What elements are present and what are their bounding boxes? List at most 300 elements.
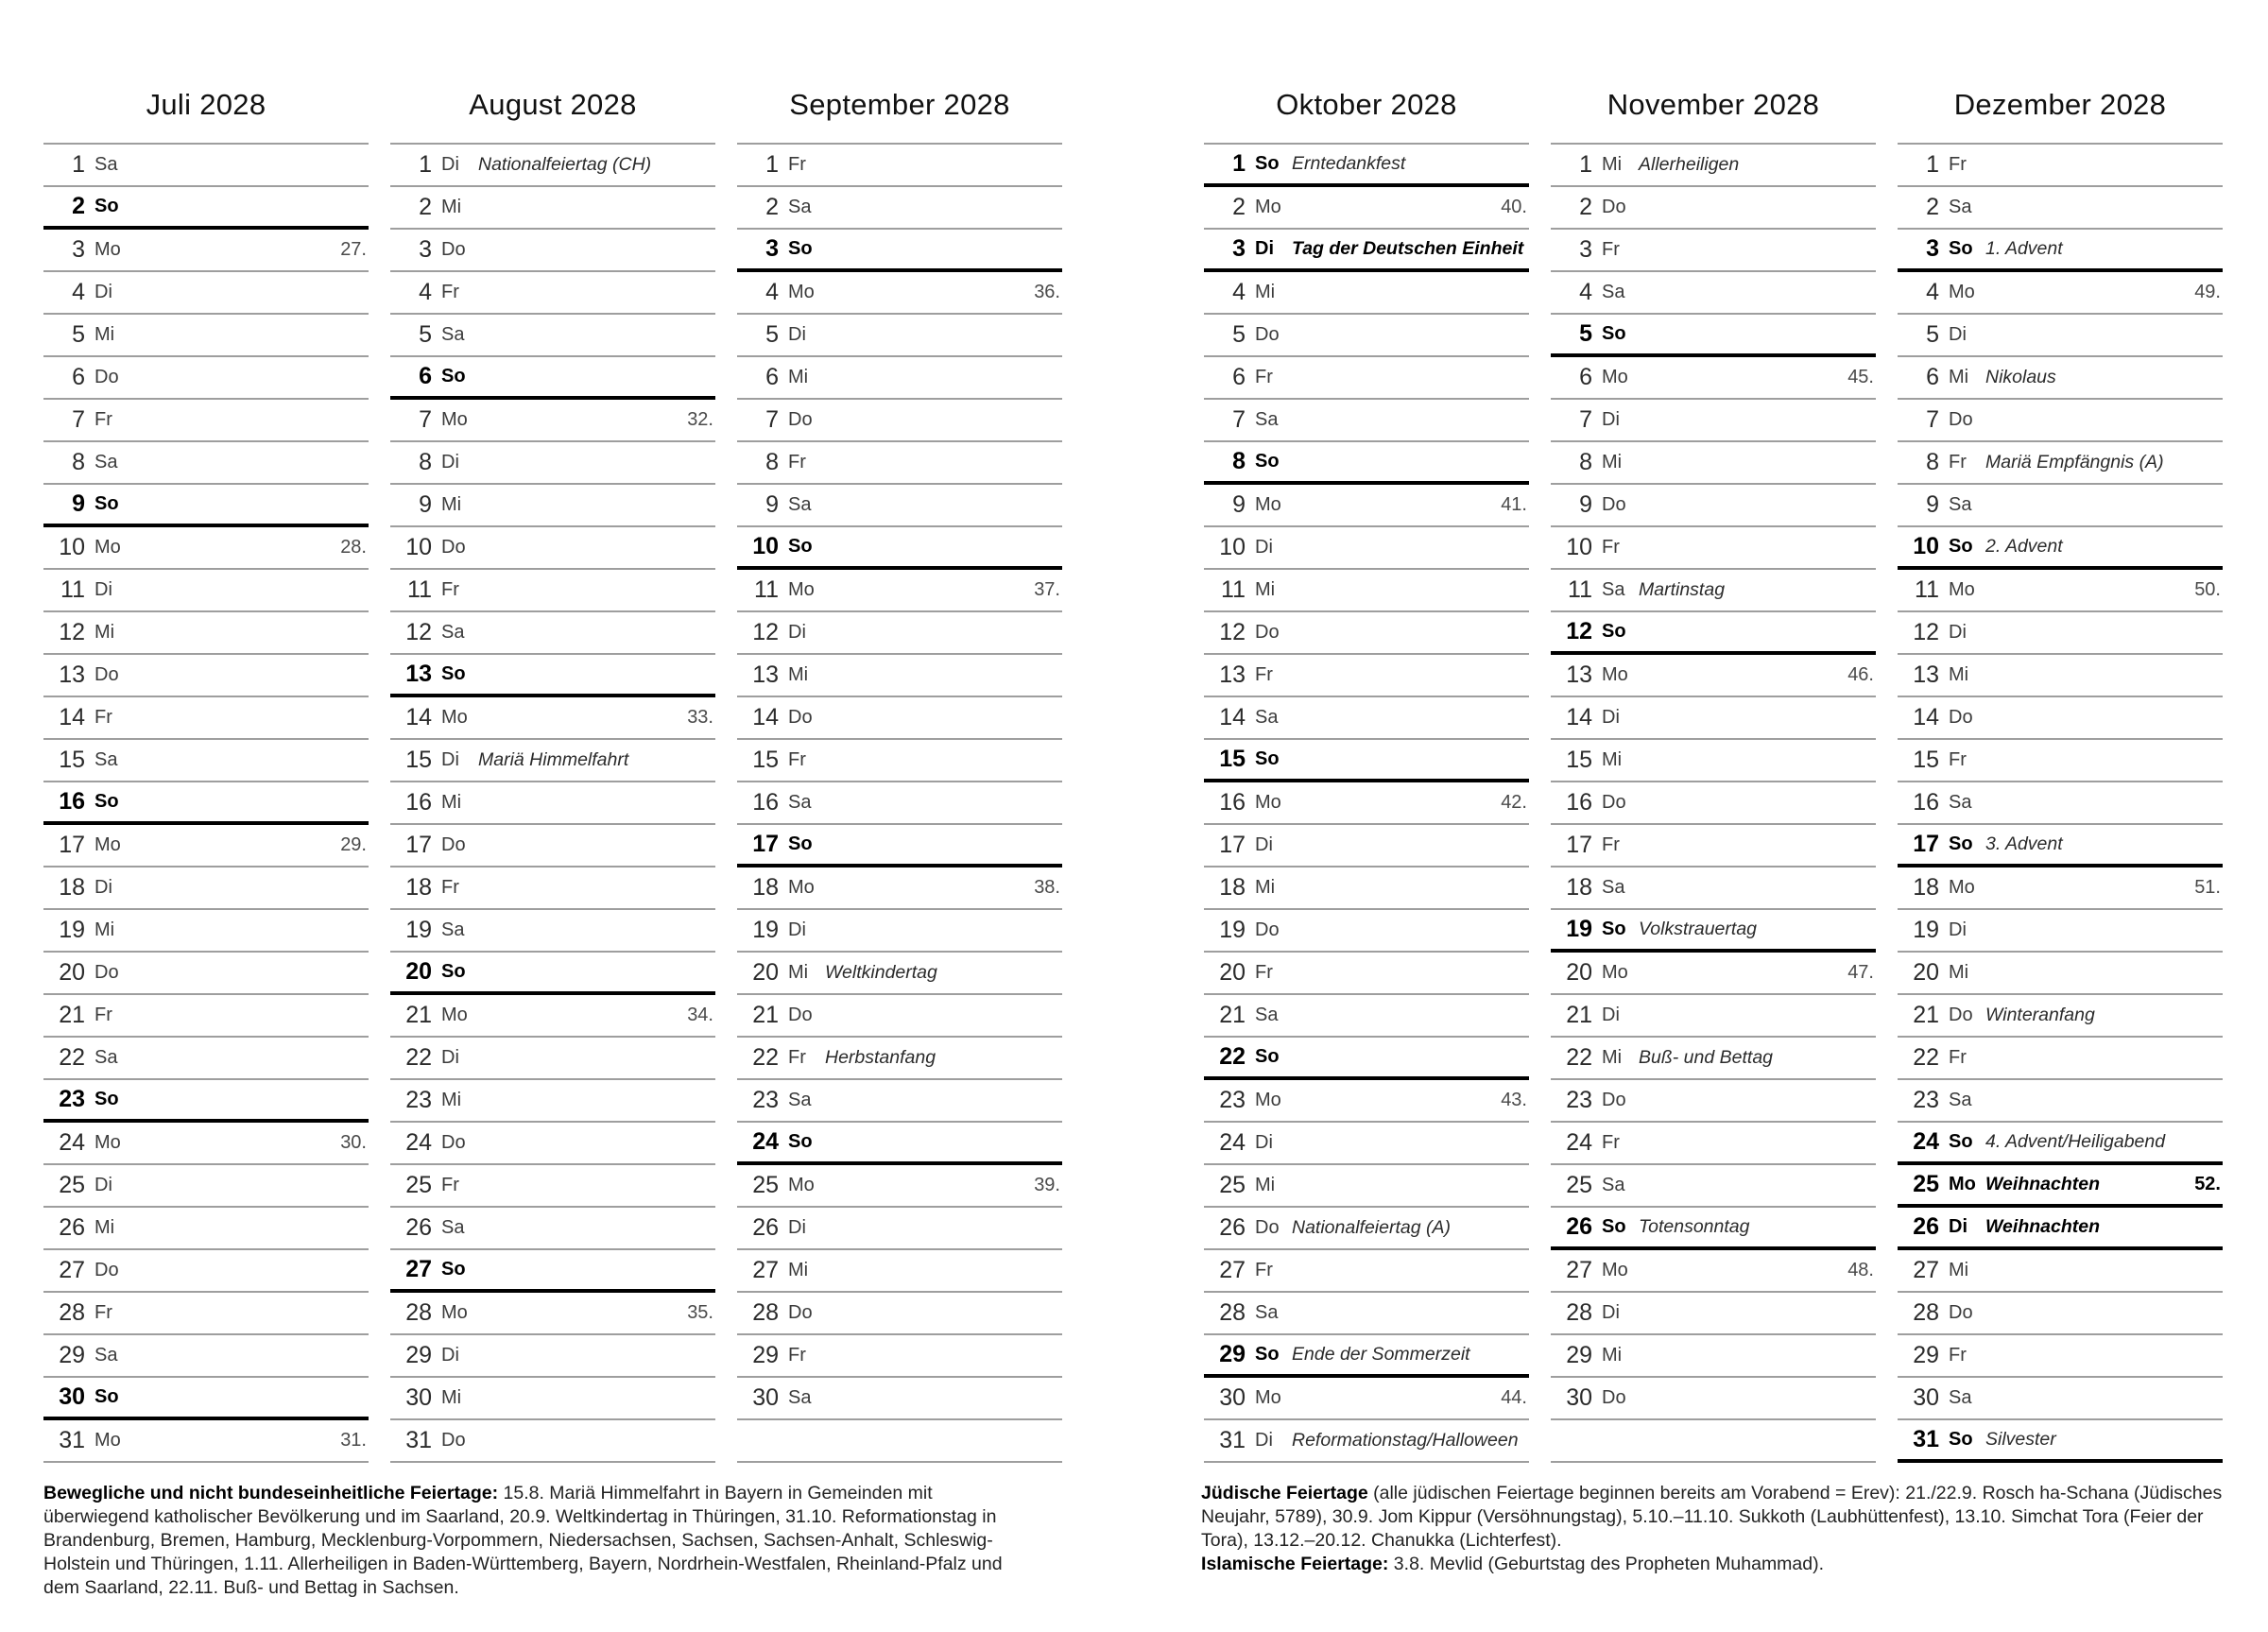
day-weekday: Fr bbox=[1949, 1047, 1967, 1068]
day-note: Weihnachten bbox=[1985, 1216, 2100, 1237]
day-weekday: Mi bbox=[1255, 579, 1276, 600]
day-row bbox=[43, 1293, 369, 1335]
week-number: 31. bbox=[340, 1430, 367, 1451]
day-row bbox=[43, 187, 369, 230]
day-number: 17 bbox=[59, 832, 85, 858]
day-weekday: Do bbox=[1602, 1090, 1626, 1110]
day-row bbox=[1204, 740, 1529, 782]
day-weekday: Mi bbox=[1949, 962, 1969, 983]
day-number: 3 bbox=[72, 236, 85, 263]
day-row bbox=[1898, 1293, 2223, 1335]
day-number: 2 bbox=[765, 194, 779, 220]
day-weekday: Do bbox=[1255, 1217, 1280, 1238]
day-note: Herbstanfang bbox=[825, 1047, 936, 1068]
day-row bbox=[43, 570, 369, 612]
day-weekday: Di bbox=[1602, 1005, 1620, 1025]
day-number: 16 bbox=[1566, 789, 1592, 816]
day-row bbox=[1204, 1378, 1529, 1420]
day-weekday: Di bbox=[1949, 919, 1967, 940]
day-row bbox=[1898, 740, 2223, 782]
day-number: 28 bbox=[1219, 1299, 1246, 1326]
day-number: 23 bbox=[405, 1087, 432, 1113]
day-row bbox=[390, 1208, 715, 1250]
day-row bbox=[1204, 485, 1529, 527]
day-row bbox=[1898, 697, 2223, 740]
day-row bbox=[43, 315, 369, 357]
day-weekday: So bbox=[1602, 323, 1626, 344]
day-weekday: Do bbox=[1602, 494, 1626, 515]
day-number: 21 bbox=[1566, 1002, 1592, 1028]
day-row bbox=[1551, 868, 1876, 910]
day-weekday: Fr bbox=[788, 154, 806, 175]
day-row bbox=[1204, 697, 1529, 740]
day-weekday: Mo bbox=[94, 537, 121, 558]
day-weekday: Mi bbox=[1255, 877, 1276, 898]
day-row bbox=[43, 1250, 369, 1293]
day-number: 10 bbox=[1913, 533, 1939, 559]
day-row bbox=[1898, 315, 2223, 357]
day-number: 8 bbox=[765, 449, 779, 475]
week-number: 51. bbox=[2194, 877, 2221, 898]
day-number: 22 bbox=[59, 1044, 85, 1071]
day-row bbox=[1204, 187, 1529, 230]
day-weekday: Sa bbox=[94, 1047, 118, 1068]
day-row bbox=[737, 485, 1062, 527]
day-row bbox=[390, 1080, 715, 1123]
day-note: Tag der Deutschen Einheit bbox=[1292, 238, 1524, 259]
day-row bbox=[1551, 1208, 1876, 1250]
month-column-juli-2028 bbox=[43, 68, 369, 1463]
day-number: 19 bbox=[405, 917, 432, 943]
day-number: 16 bbox=[405, 789, 432, 816]
day-note: Nikolaus bbox=[1985, 367, 2056, 387]
day-number: 14 bbox=[59, 704, 85, 730]
day-weekday: Do bbox=[1949, 1005, 1973, 1025]
day-row bbox=[737, 272, 1062, 315]
day-row bbox=[390, 1420, 715, 1463]
footer-jewish-paragraph bbox=[1201, 1482, 2228, 1553]
day-row bbox=[737, 868, 1062, 910]
day-weekday: Mo bbox=[94, 1132, 121, 1153]
day-weekday: Fr bbox=[788, 749, 806, 770]
month-days bbox=[1204, 145, 1529, 1463]
day-row bbox=[43, 272, 369, 315]
day-weekday: Fr bbox=[1949, 1345, 1967, 1366]
day-number: 2 bbox=[72, 193, 85, 219]
day-weekday: Di bbox=[1255, 1430, 1273, 1451]
day-row bbox=[1898, 1038, 2223, 1080]
day-weekday: So bbox=[1255, 1046, 1280, 1067]
day-weekday: Mi bbox=[94, 919, 115, 940]
day-weekday: Mi bbox=[1255, 1175, 1276, 1195]
day-weekday: Fr bbox=[1949, 452, 1967, 472]
day-row bbox=[1551, 1293, 1876, 1335]
day-number: 6 bbox=[1579, 364, 1592, 390]
day-row bbox=[1204, 1208, 1529, 1250]
day-number: 21 bbox=[752, 1002, 779, 1028]
day-row bbox=[1551, 527, 1876, 570]
day-number: 4 bbox=[1926, 279, 1939, 305]
day-number: 17 bbox=[1219, 832, 1246, 858]
day-row bbox=[43, 655, 369, 697]
day-weekday: Di bbox=[1602, 1302, 1620, 1323]
day-weekday: Fr bbox=[441, 877, 459, 898]
day-row bbox=[737, 187, 1062, 230]
day-row bbox=[390, 825, 715, 868]
day-number: 31 bbox=[1219, 1427, 1246, 1453]
day-number: 30 bbox=[1913, 1384, 1939, 1411]
day-row bbox=[737, 995, 1062, 1038]
week-number: 30. bbox=[340, 1132, 367, 1153]
day-weekday: Sa bbox=[1949, 1387, 1972, 1408]
day-row bbox=[43, 1420, 369, 1463]
day-number: 20 bbox=[1913, 959, 1939, 986]
day-note: 1. Advent bbox=[1985, 238, 2063, 259]
day-number: 9 bbox=[1926, 491, 1939, 518]
day-row bbox=[737, 442, 1062, 485]
day-row bbox=[1204, 1293, 1529, 1335]
day-number: 16 bbox=[752, 789, 779, 816]
day-weekday: Mi bbox=[788, 1260, 809, 1280]
day-number: 15 bbox=[59, 747, 85, 773]
day-number: 1 bbox=[1926, 151, 1939, 178]
day-number: 24 bbox=[752, 1128, 779, 1155]
day-weekday: Di bbox=[94, 1175, 112, 1195]
day-weekday: So bbox=[94, 791, 119, 812]
month-title: Oktober 2028 bbox=[1204, 68, 1529, 145]
day-weekday: Do bbox=[788, 1302, 813, 1323]
day-number: 14 bbox=[752, 704, 779, 730]
footer-islamic-text: 3.8. Mevlid (Geburtstag des Propheten Muhammad). bbox=[1388, 1554, 1825, 1574]
day-number: 28 bbox=[59, 1299, 85, 1326]
day-number: 11 bbox=[1568, 576, 1592, 603]
day-number: 21 bbox=[405, 1002, 432, 1028]
month-column-september-2028 bbox=[737, 68, 1062, 1463]
day-note: Ende der Sommerzeit bbox=[1292, 1344, 1470, 1365]
day-row bbox=[43, 1038, 369, 1080]
day-number: 19 bbox=[1219, 917, 1246, 943]
day-number: 13 bbox=[59, 661, 85, 688]
day-number: 11 bbox=[1915, 576, 1939, 603]
day-weekday: Mo bbox=[441, 1302, 468, 1323]
month-title: August 2028 bbox=[390, 68, 715, 145]
day-weekday: Fr bbox=[94, 409, 112, 430]
day-weekday: Sa bbox=[1602, 579, 1625, 600]
day-weekday: Mi bbox=[441, 1387, 462, 1408]
day-row bbox=[1204, 655, 1529, 697]
day-weekday: Do bbox=[1949, 409, 1973, 430]
day-weekday: Do bbox=[94, 962, 119, 983]
day-number: 12 bbox=[405, 619, 432, 645]
day-weekday: Di bbox=[94, 877, 112, 898]
day-weekday: So bbox=[1255, 1344, 1280, 1365]
day-weekday: Fr bbox=[94, 1005, 112, 1025]
day-weekday: So bbox=[1255, 451, 1280, 472]
day-weekday: So bbox=[1602, 919, 1626, 939]
day-row bbox=[1551, 1165, 1876, 1208]
day-weekday: Sa bbox=[441, 324, 465, 345]
day-number: 10 bbox=[752, 533, 779, 559]
day-number: 16 bbox=[59, 788, 85, 815]
day-number: 22 bbox=[752, 1044, 779, 1071]
day-row bbox=[43, 953, 369, 995]
day-row bbox=[1898, 910, 2223, 953]
day-weekday: Mo bbox=[441, 409, 468, 430]
day-row bbox=[1204, 315, 1529, 357]
day-row bbox=[737, 1080, 1062, 1123]
day-row bbox=[390, 1378, 715, 1420]
day-weekday: Do bbox=[788, 707, 813, 728]
day-number: 13 bbox=[752, 661, 779, 688]
day-number: 29 bbox=[1566, 1342, 1592, 1368]
day-weekday: Mo bbox=[1602, 664, 1628, 685]
day-row bbox=[1898, 612, 2223, 655]
day-number: 4 bbox=[72, 279, 85, 305]
day-row bbox=[1898, 1420, 2223, 1463]
day-number: 13 bbox=[1913, 661, 1939, 688]
day-weekday: Sa bbox=[788, 197, 812, 217]
footer-islamic-paragraph bbox=[1201, 1553, 2228, 1576]
week-number: 34. bbox=[687, 1005, 713, 1025]
month-column-november-2028 bbox=[1551, 68, 1876, 1463]
day-weekday: Fr bbox=[441, 1175, 459, 1195]
day-number: 1 bbox=[1232, 150, 1246, 177]
day-number: 11 bbox=[1221, 576, 1246, 603]
week-number: 46. bbox=[1847, 664, 1874, 685]
day-weekday: Mo bbox=[94, 834, 121, 855]
day-weekday: Mo bbox=[788, 877, 815, 898]
day-weekday: Sa bbox=[441, 622, 465, 643]
day-weekday: Fr bbox=[1255, 1260, 1273, 1280]
day-row bbox=[1204, 612, 1529, 655]
day-weekday: Sa bbox=[1602, 1175, 1625, 1195]
day-number: 26 bbox=[752, 1214, 779, 1241]
day-number: 14 bbox=[405, 704, 432, 730]
day-weekday: Do bbox=[1255, 919, 1280, 940]
day-row bbox=[43, 825, 369, 868]
empty-row bbox=[737, 1420, 1062, 1463]
day-weekday: Mo bbox=[1602, 367, 1628, 387]
day-weekday: Fr bbox=[788, 1345, 806, 1366]
day-number: 12 bbox=[1219, 619, 1246, 645]
day-number: 27 bbox=[405, 1256, 432, 1282]
day-weekday: Sa bbox=[1255, 409, 1279, 430]
day-weekday: Do bbox=[441, 834, 466, 855]
day-row bbox=[390, 527, 715, 570]
day-number: 29 bbox=[1913, 1342, 1939, 1368]
week-number: 52. bbox=[2194, 1174, 2221, 1194]
day-weekday: Mi bbox=[1949, 1260, 1969, 1280]
day-row bbox=[737, 527, 1062, 570]
day-weekday: Sa bbox=[1255, 1302, 1279, 1323]
day-weekday: Mi bbox=[1602, 154, 1623, 175]
week-number: 29. bbox=[340, 834, 367, 855]
day-row bbox=[1204, 995, 1529, 1038]
day-weekday: Fr bbox=[441, 579, 459, 600]
day-weekday: Mi bbox=[441, 1090, 462, 1110]
day-row bbox=[1551, 910, 1876, 953]
day-row bbox=[43, 145, 369, 187]
day-weekday: Mo bbox=[94, 1430, 121, 1451]
footer bbox=[43, 1482, 2228, 1600]
day-number: 9 bbox=[1579, 491, 1592, 518]
day-number: 7 bbox=[765, 406, 779, 433]
day-note: Nationalfeiertag (A) bbox=[1292, 1217, 1451, 1238]
day-number: 17 bbox=[752, 831, 779, 857]
day-row bbox=[1551, 400, 1876, 442]
day-number: 12 bbox=[1566, 618, 1592, 644]
day-weekday: Di bbox=[1602, 707, 1620, 728]
day-weekday: Mi bbox=[441, 494, 462, 515]
day-note: 4. Advent/Heiligabend bbox=[1985, 1131, 2166, 1152]
month-days bbox=[43, 145, 369, 1463]
day-number: 18 bbox=[405, 874, 432, 901]
day-weekday: Mo bbox=[441, 1005, 468, 1025]
day-row bbox=[390, 1250, 715, 1293]
month-days bbox=[1551, 145, 1876, 1463]
day-weekday: Di bbox=[1255, 537, 1273, 558]
day-weekday: Di bbox=[1255, 1132, 1273, 1153]
day-number: 19 bbox=[59, 917, 85, 943]
day-row bbox=[737, 1123, 1062, 1165]
day-number: 12 bbox=[752, 619, 779, 645]
day-number: 22 bbox=[405, 1044, 432, 1071]
day-row bbox=[737, 1208, 1062, 1250]
day-number: 24 bbox=[1566, 1129, 1592, 1156]
day-note: Buß- und Bettag bbox=[1639, 1047, 1774, 1068]
day-weekday: So bbox=[1949, 1429, 1973, 1450]
day-row bbox=[43, 910, 369, 953]
week-number: 28. bbox=[340, 537, 367, 558]
day-weekday: Mi bbox=[788, 367, 809, 387]
day-weekday: Do bbox=[441, 239, 466, 260]
day-number: 18 bbox=[752, 874, 779, 901]
day-weekday: Mi bbox=[788, 962, 809, 983]
day-weekday: Mo bbox=[1602, 962, 1628, 983]
day-number: 25 bbox=[405, 1172, 432, 1198]
day-weekday: Do bbox=[1255, 622, 1280, 643]
day-note: Mariä Himmelfahrt bbox=[478, 749, 629, 770]
day-row bbox=[1204, 1420, 1529, 1463]
day-number: 15 bbox=[1913, 747, 1939, 773]
day-weekday: Di bbox=[1949, 622, 1967, 643]
day-number: 7 bbox=[419, 406, 432, 433]
day-row bbox=[390, 995, 715, 1038]
day-row bbox=[737, 1293, 1062, 1335]
day-number: 6 bbox=[765, 364, 779, 390]
day-weekday: So bbox=[1255, 153, 1280, 174]
day-weekday: Di bbox=[788, 1217, 806, 1238]
day-row bbox=[1551, 357, 1876, 400]
week-number: 50. bbox=[2194, 579, 2221, 600]
day-weekday: Di bbox=[441, 154, 459, 175]
day-row bbox=[43, 1123, 369, 1165]
day-number: 10 bbox=[1566, 534, 1592, 560]
day-weekday: Mo bbox=[1949, 877, 1975, 898]
day-row bbox=[390, 953, 715, 995]
day-number: 13 bbox=[1566, 661, 1592, 688]
day-weekday: Mo bbox=[788, 579, 815, 600]
day-row bbox=[390, 145, 715, 187]
day-number: 2 bbox=[419, 194, 432, 220]
day-number: 28 bbox=[1566, 1299, 1592, 1326]
month-days bbox=[390, 145, 715, 1463]
day-weekday: Mi bbox=[441, 197, 462, 217]
day-number: 26 bbox=[1566, 1213, 1592, 1240]
day-number: 11 bbox=[407, 576, 432, 603]
day-row bbox=[1551, 612, 1876, 655]
month-column-oktober-2028 bbox=[1204, 68, 1529, 1463]
day-weekday: Mi bbox=[1949, 367, 1969, 387]
day-row bbox=[737, 357, 1062, 400]
day-note: Silvester bbox=[1985, 1429, 2056, 1450]
week-number: 49. bbox=[2194, 282, 2221, 302]
day-number: 15 bbox=[405, 747, 432, 773]
day-weekday: Mi bbox=[1602, 1047, 1623, 1068]
day-weekday: Di bbox=[788, 324, 806, 345]
day-number: 21 bbox=[1219, 1002, 1246, 1028]
day-number: 9 bbox=[419, 491, 432, 518]
day-number: 4 bbox=[1232, 279, 1246, 305]
week-number: 32. bbox=[687, 409, 713, 430]
footer-jewish-text: (alle jüdischen Feiertage beginnen bereits am Vorabend = Erev): 21./22.9. Rosch ha-Schana (Jüdisches Neujahr, 5789), 30.9. Jom Kippur (Versöhnungstag), 5.10.–11.10. Sukkoth (Laubhüttenfest), 13.10. Simchat Tora (Feier der Tora), 13.12.–20.12. Chanukka (Lichterfest). bbox=[1201, 1483, 2223, 1551]
day-row bbox=[43, 995, 369, 1038]
day-weekday: So bbox=[1602, 1216, 1626, 1237]
day-number: 28 bbox=[405, 1299, 432, 1326]
day-number: 10 bbox=[1219, 534, 1246, 560]
day-row bbox=[43, 485, 369, 527]
day-row bbox=[1898, 187, 2223, 230]
day-number: 15 bbox=[1219, 746, 1246, 772]
day-number: 19 bbox=[752, 917, 779, 943]
day-weekday: Sa bbox=[1949, 1090, 1972, 1110]
day-weekday: Mo bbox=[1255, 1090, 1281, 1110]
day-weekday: Sa bbox=[1949, 197, 1972, 217]
day-row bbox=[390, 1123, 715, 1165]
day-row bbox=[1551, 655, 1876, 697]
day-weekday: Fr bbox=[94, 1302, 112, 1323]
day-weekday: So bbox=[94, 1089, 119, 1109]
day-row bbox=[1898, 1123, 2223, 1165]
day-weekday: Mi bbox=[788, 664, 809, 685]
day-number: 4 bbox=[419, 279, 432, 305]
day-weekday: Mo bbox=[1949, 282, 1975, 302]
day-weekday: Do bbox=[1602, 197, 1626, 217]
day-row bbox=[390, 782, 715, 825]
day-weekday: Sa bbox=[94, 1345, 118, 1366]
day-weekday: Mi bbox=[441, 792, 462, 813]
day-number: 5 bbox=[72, 321, 85, 348]
day-row bbox=[1551, 995, 1876, 1038]
day-weekday: Mo bbox=[1255, 1387, 1281, 1408]
day-row bbox=[1898, 1080, 2223, 1123]
day-number: 29 bbox=[1219, 1341, 1246, 1367]
day-weekday: Di bbox=[94, 579, 112, 600]
day-row bbox=[1551, 187, 1876, 230]
day-weekday: So bbox=[441, 1259, 466, 1280]
day-weekday: Do bbox=[1949, 1302, 1973, 1323]
day-weekday: Sa bbox=[788, 494, 812, 515]
week-number: 47. bbox=[1847, 962, 1874, 983]
day-number: 22 bbox=[1566, 1044, 1592, 1071]
day-weekday: Di bbox=[441, 1047, 459, 1068]
day-row bbox=[737, 782, 1062, 825]
day-number: 9 bbox=[72, 490, 85, 517]
day-row bbox=[1551, 485, 1876, 527]
day-row bbox=[43, 230, 369, 272]
day-number: 6 bbox=[419, 363, 432, 389]
day-number: 7 bbox=[1926, 406, 1939, 433]
